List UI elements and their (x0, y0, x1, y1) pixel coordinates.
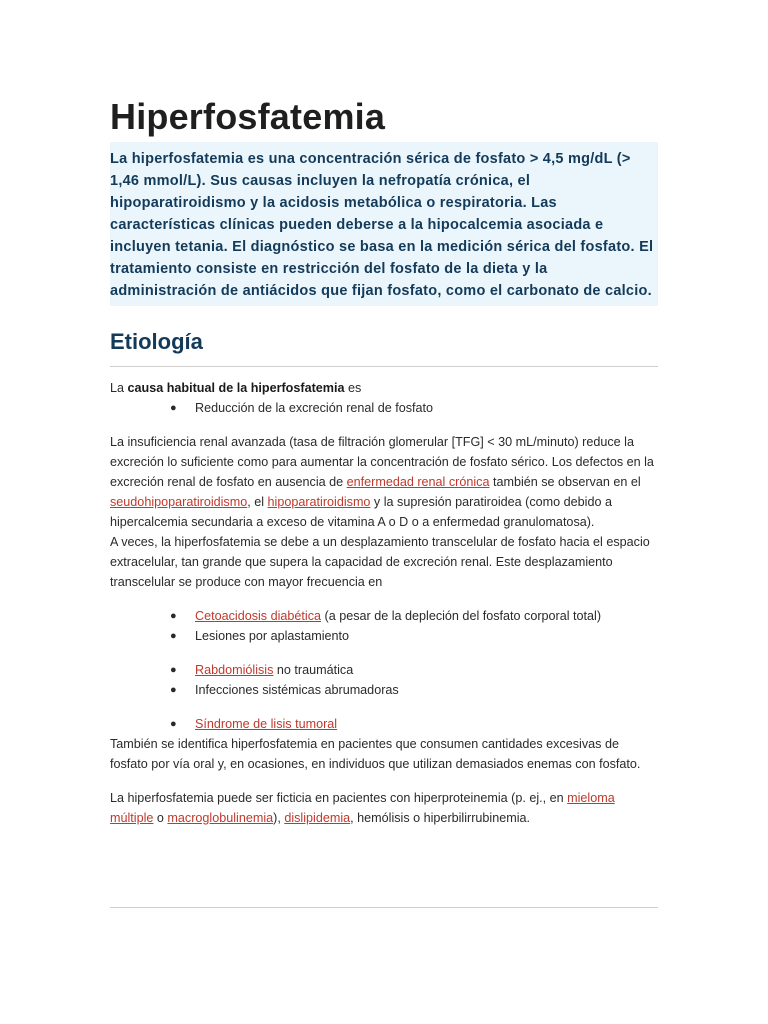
intro-text: La (110, 381, 128, 395)
link-enfermedad-renal-cronica[interactable]: enfermedad renal crónica (346, 475, 490, 489)
list-item-text: no traumática (273, 663, 354, 677)
text: también se observan en el (489, 475, 641, 489)
summary-box (110, 142, 658, 306)
text: o (153, 811, 168, 825)
bullet-icon: ● (170, 664, 177, 676)
link-mieloma-multiple[interactable]: mieloma múltiple (110, 791, 615, 825)
section-heading-etiologia: Etiología (110, 329, 203, 354)
list-item (110, 398, 658, 418)
section-divider (110, 366, 658, 367)
bullet-icon: ● (170, 630, 177, 642)
paragraph-oral: También se identifica hiperfosfatemia en pacientes que consumen cantidades excesivas de fosfato por vía oral y, en ocasiones, en individuos que utilizan demasiados enemas con fosfato. (110, 737, 641, 771)
bullet-icon: ● (170, 402, 177, 414)
list-item-text: Lesiones por aplastamiento (195, 629, 350, 643)
intro-paragraph (110, 378, 658, 398)
link-hipoparatiroidismo[interactable]: hipoparatiroidismo (267, 495, 371, 509)
bullet-icon: ● (170, 684, 177, 696)
text: ), (273, 811, 285, 825)
bullet-icon: ● (170, 718, 177, 730)
list-item (110, 626, 658, 646)
list-item-text: Reducción de la excreción renal de fosfato (195, 401, 434, 415)
intro-bold: causa habitual de la hiperfosfatemia (127, 381, 345, 395)
paragraph-renal (110, 432, 658, 532)
shift-cause-list (110, 606, 658, 734)
list-item (110, 714, 658, 734)
text: La hiperfosfatemia puede ser ficticia en pacientes con hiperproteinemia (p. ej., en (110, 791, 568, 805)
text: La insuficiencia renal avanzada (tasa de filtración glomerular [TFG] < 30 mL/minuto) reduce la excreción lo suficiente como para aumentar la concentración de fosfato sérico. Los defectos en la excreción renal de fosfato en ausencia de (110, 435, 654, 489)
summary-text: La hiperfosfatemia es una concentración sérica de fosfato > 4,5 mg/dL (> 1,46 mmol/L). Sus causas incluyen la nefropatía crónica, el hipoparatiroidismo y la acidosis metabólica o respiratoria. Las características clínicas pueden deberse a la hipocalcemia asociada e incluyen tetania. El diagnóstico se basa en la medición sérica del fosfato. El tratamiento consiste en restricción del fosfato de la dieta y la administración de antiácidos que fijan fosfato, como el carbonato de calcio. (110, 151, 654, 299)
link-cetoacidosis-diabetica[interactable]: Cetoacidosis diabética (195, 609, 322, 623)
text: , el (247, 495, 268, 509)
bullet-icon: ● (170, 610, 177, 622)
text: y la supresión paratiroidea (como debido a hipercalcemia secundaria a exceso de vitamina A o D o a enfermedad granulomatosa). (110, 495, 612, 529)
etiology-content (110, 378, 658, 828)
link-seudohipoparatiroidismo[interactable]: seudohipoparatiroidismo (110, 495, 248, 509)
paragraph-ficticia (110, 788, 658, 828)
bottom-divider (110, 907, 658, 908)
link-macroglobulinemia[interactable]: macroglobulinemia (167, 811, 274, 825)
list-item (110, 680, 658, 700)
link-sindrome-lisis-tumoral[interactable]: Síndrome de lisis tumoral (195, 717, 338, 731)
link-dislipidemia[interactable]: dislipidemia (284, 811, 351, 825)
intro-suffix: es (344, 381, 362, 395)
paragraph-transcelular: A veces, la hiperfosfatemia se debe a un desplazamiento transcelular de fosfato hacia el espacio extracelular, tan grande que supera la capacidad de excreción renal. Este desplazamiento transcelular se produce con mayor frecuencia en (110, 535, 650, 589)
page-title: Hiperfosfatemia (110, 96, 386, 137)
text: , hemólisis o hiperbilirrubinemia. (350, 811, 531, 825)
list-item (110, 606, 658, 626)
list-item (110, 660, 658, 680)
list-item-text: (a pesar de la depleción del fosfato corporal total) (321, 609, 602, 623)
cause-list (110, 398, 658, 418)
list-item-text: Infecciones sistémicas abrumadoras (195, 683, 399, 697)
link-rabdomiolisis[interactable]: Rabdomiólisis (195, 663, 274, 677)
